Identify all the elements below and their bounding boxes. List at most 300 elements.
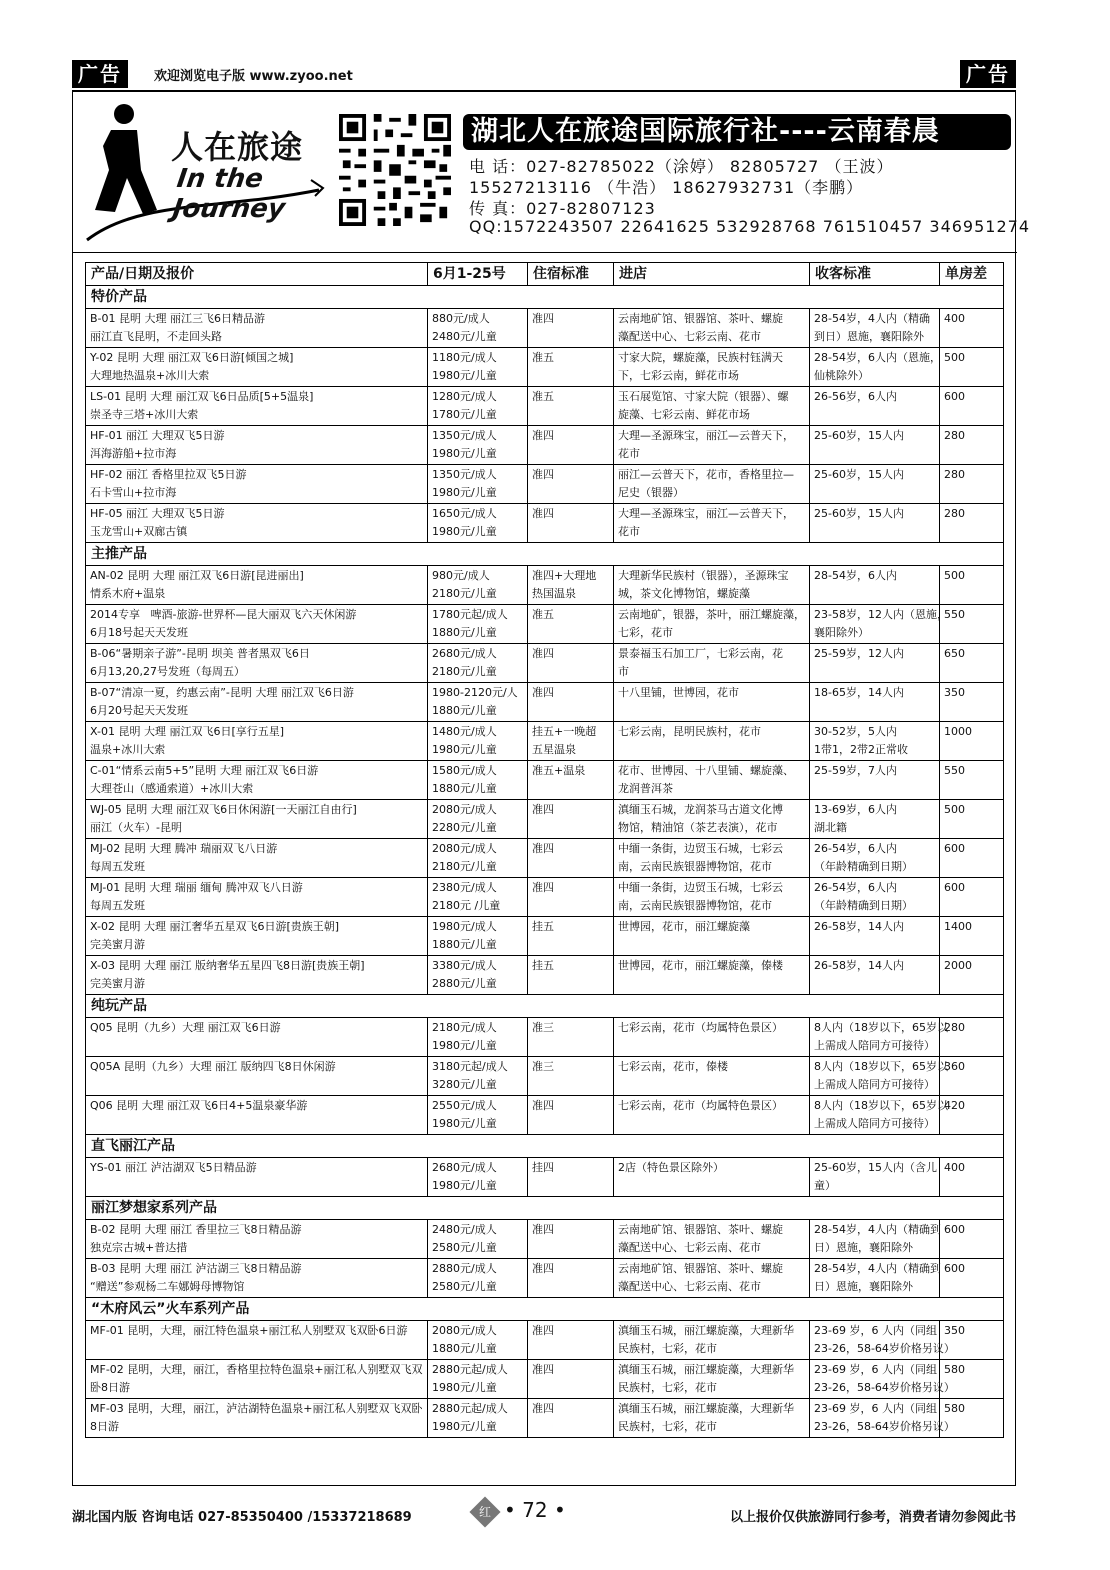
cell-line: 民族村，七彩，花市 [618, 1420, 717, 1433]
cell-line: 日）恩施，襄阳除外 [814, 1280, 913, 1293]
cell-line: 云南地矿馆、银器馆、茶叶、螺旋 [618, 1262, 783, 1275]
cell-line: 大理—圣源珠宝，丽江—云普天下， [618, 429, 794, 442]
phone-line-1: 电 话：027-82785022（涂婷） 82805727 （王波） [469, 157, 894, 176]
product-cell [86, 566, 428, 605]
single-room-cell: 550 [940, 605, 1004, 644]
shops-cell [614, 839, 810, 878]
hotel-cell [528, 683, 614, 722]
hotel-cell [528, 309, 614, 348]
table-row [86, 722, 1004, 761]
cell-line: 3180元起/成人 [432, 1060, 508, 1073]
cell-line: B-01 昆明 大理 丽江三飞6日精品游 [90, 312, 266, 325]
cell-line: 2080元/成人 [432, 1324, 497, 1337]
cell-line: 23-69 岁，6 人内（同组 [814, 1324, 937, 1337]
cell-line: 襄阳除外） [814, 626, 869, 639]
cell-line: 物馆，精油馆（茶艺表演），花市 [618, 821, 778, 834]
shops-cell [614, 1259, 810, 1298]
price-cell [428, 465, 528, 504]
hotel-cell [528, 348, 614, 387]
welcome-text[interactable]: 欢迎浏览电子版 www.zyoo.net [154, 69, 353, 84]
cell-line: 1880元/儿童 [432, 626, 497, 639]
single-room-cell: 280 [940, 1018, 1004, 1057]
hotel-cell [528, 566, 614, 605]
guest-cell [810, 722, 940, 761]
single-room-cell: 350 [940, 1321, 1004, 1360]
cell-line: 准五+温泉 [532, 764, 586, 777]
cell-line: 崇圣寺三塔+冰川大索 [90, 408, 199, 421]
cell-line: 准四 [532, 686, 554, 699]
cell-line: 26-58岁，14人内 [814, 920, 904, 933]
table-row [86, 426, 1004, 465]
cell-line: 准四 [532, 468, 554, 481]
cell-line: 28-54岁，6人内（恩施， [814, 351, 941, 364]
shops-cell [614, 605, 810, 644]
cell-line: 南，云南民族银器博物馆，花市 [618, 899, 772, 912]
cell-line: 1880元/儿童 [432, 704, 497, 717]
table-row [86, 800, 1004, 839]
top-bar [72, 60, 1016, 92]
cell-line: 七彩云南，花市（均属特色景区） [618, 1099, 783, 1112]
product-cell [86, 309, 428, 348]
cell-line: 尼史（银器） [618, 486, 684, 499]
ad-frame [72, 92, 1031, 1486]
cell-line: 28-54岁，6人内 [814, 569, 897, 582]
price-cell [428, 1057, 528, 1096]
single-room-cell: 600 [940, 839, 1004, 878]
product-cell [86, 1360, 428, 1399]
ad-tag-left: 广告 [72, 60, 128, 88]
price-table [85, 262, 1004, 1438]
table-row [86, 917, 1004, 956]
shops-cell [614, 1360, 810, 1399]
price-cell [428, 387, 528, 426]
cell-line: 城，茶文化博物馆，螺旋藻 [618, 587, 750, 600]
cell-line: Q06 昆明 大理 丽江双飞6日4+5温泉豪华游 [90, 1099, 308, 1112]
product-cell [86, 878, 428, 917]
cell-line: 十八里铺，世博园，花市 [618, 686, 739, 699]
guest-cell [810, 917, 940, 956]
cell-line: 2680元/成人 [432, 1161, 497, 1174]
hotel-cell [528, 1018, 614, 1057]
product-cell [86, 956, 428, 995]
cell-line: 2014专享 啤酒-旅游-世界杯—昆大丽双飞六天休闲游 [90, 608, 357, 621]
cell-line: 26-54岁，6人内 [814, 842, 897, 855]
cell-line: 准四 [532, 1223, 554, 1236]
cell-line: 2580元/儿童 [432, 1241, 497, 1254]
cell-line: 热国温泉 [532, 587, 576, 600]
single-room-cell: 580 [940, 1360, 1004, 1399]
cell-line: 1980元/儿童 [432, 1420, 497, 1433]
cell-line: 五星温泉 [532, 743, 576, 756]
product-cell [86, 1321, 428, 1360]
cell-line: 准四 [532, 1363, 554, 1376]
cell-line: 大理—圣源珠宝，丽江—云普天下， [618, 507, 794, 520]
cell-line: 23-26，58-64岁价格另议） [814, 1381, 955, 1394]
cell-line: 上需成人陪同方可接待） [814, 1039, 935, 1052]
footer-disclaimer: 以上报价仅供旅游同行参考，消费者请勿参阅此书 [729, 1510, 1016, 1525]
cell-line: 挂五+一晚超 [532, 725, 597, 738]
cell-line: 980元/成人 [432, 569, 490, 582]
ad-header [73, 92, 1031, 253]
single-room-cell: 600 [940, 1220, 1004, 1259]
single-room-cell: 360 [940, 1057, 1004, 1096]
cell-line: 18-65岁，14人内 [814, 686, 904, 699]
cell-line: B-02 昆明 大理 丽江 香里拉三飞8日精品游 [90, 1223, 302, 1236]
shops-cell [614, 566, 810, 605]
cell-line: 藻配送中心、七彩云南、花市 [618, 1241, 761, 1254]
single-room-cell: 580 [940, 1399, 1004, 1438]
cell-line: 1580元/成人 [432, 764, 497, 777]
cell-line: 准四 [532, 429, 554, 442]
price-cell [428, 722, 528, 761]
cell-line: 880元/成人 [432, 312, 490, 325]
shops-cell [614, 683, 810, 722]
table-row [86, 1360, 1004, 1399]
hotel-cell [528, 1321, 614, 1360]
cell-line: （年龄精确到日期） [814, 899, 913, 912]
table-row [86, 644, 1004, 683]
cell-line: 旋藻、七彩云南、鲜花市场 [618, 408, 750, 421]
cell-line: 到日）恩施，襄阳除外 [814, 330, 924, 343]
cell-line: 2880元起/成人 [432, 1402, 508, 1415]
shops-cell [614, 465, 810, 504]
cell-line: 1650元/成人 [432, 507, 497, 520]
cell-line: 1980-2120元/人 [432, 686, 518, 699]
cell-line: 温泉+冰川大索 [90, 743, 166, 756]
hotel-cell [528, 761, 614, 800]
cell-line: 大理地热温泉+冰川大索 [90, 369, 210, 382]
price-table-wrap [85, 262, 1003, 1438]
cell-line: 丽江—云普天下，花市，香格里拉— [618, 468, 794, 481]
cell-line: 2580元/儿童 [432, 1280, 497, 1293]
hotel-cell [528, 1158, 614, 1197]
product-cell [86, 1399, 428, 1438]
cell-line: Y-02 昆明 大理 丽江双飞6日游[倾国之城] [90, 351, 294, 364]
product-cell [86, 1096, 428, 1135]
table-row [86, 956, 1004, 995]
cell-line: 1980元/儿童 [432, 486, 497, 499]
cell-line: 花市 [618, 525, 640, 538]
guest-cell [810, 1158, 940, 1197]
cell-line: 准四 [532, 1402, 554, 1415]
single-room-cell: 550 [940, 761, 1004, 800]
cell-line: 准四 [532, 881, 554, 894]
cell-line: 下，七彩云南，鲜花市场 [618, 369, 739, 382]
cell-line: 1350元/成人 [432, 468, 497, 481]
single-room-cell: 500 [940, 348, 1004, 387]
product-cell [86, 1259, 428, 1298]
table-row [86, 465, 1004, 504]
shops-cell [614, 761, 810, 800]
table-row [86, 1321, 1004, 1360]
hotel-cell [528, 1399, 614, 1438]
cell-line: “赠送”参观杨二车娜姆母博物馆 [90, 1280, 245, 1293]
cell-line: 26-58岁，14人内 [814, 959, 904, 972]
edition-badge-text: 红 [478, 1504, 492, 1519]
single-room-cell: 2000 [940, 956, 1004, 995]
cell-line: 准四 [532, 803, 554, 816]
cell-line: 28-54岁，4人内（精确到 [814, 1262, 941, 1275]
price-cell [428, 1096, 528, 1135]
cell-line: 寸家大院，螺旋藻，民族村钰满天 [618, 351, 783, 364]
hotel-cell [528, 465, 614, 504]
cell-line: 藻配送中心、七彩云南、花市 [618, 330, 761, 343]
hotel-cell [528, 605, 614, 644]
shops-cell [614, 1158, 810, 1197]
table-row [86, 878, 1004, 917]
price-cell [428, 878, 528, 917]
cell-line: 准五 [532, 390, 554, 403]
guest-cell [810, 566, 940, 605]
col-header: 收客标准 [810, 263, 940, 286]
price-cell [428, 1259, 528, 1298]
product-cell [86, 1220, 428, 1259]
cell-line: 世博园，花市，丽江螺旋藻 [618, 920, 750, 933]
cell-line: 28-54岁，4人内（精确 [814, 312, 930, 325]
cell-line: 丽江（火车）-昆明 [90, 821, 182, 834]
cell-line: 25-59岁，12人内 [814, 647, 904, 660]
single-room-cell: 1400 [940, 917, 1004, 956]
cell-line: 2480元/儿童 [432, 330, 497, 343]
cell-line: 民族村，七彩，花市 [618, 1342, 717, 1355]
cell-line: 1280元/成人 [432, 390, 497, 403]
cell-line: 世博园，花市，丽江螺旋藻，傣楼 [618, 959, 783, 972]
price-cell [428, 309, 528, 348]
cell-line: 23-58岁，12人内（恩施， [814, 608, 948, 621]
cell-line: 1880元/儿童 [432, 938, 497, 951]
price-cell [428, 839, 528, 878]
product-cell [86, 800, 428, 839]
single-room-cell: 650 [940, 644, 1004, 683]
col-header: 6月1-25号 [428, 263, 528, 286]
cell-line: 8人内（18岁以下，65岁以 [814, 1060, 948, 1073]
section-row [86, 1298, 1004, 1321]
cell-line: 26-54岁，6人内 [814, 881, 897, 894]
shops-cell [614, 387, 810, 426]
section-row [86, 995, 1004, 1018]
table-row [86, 683, 1004, 722]
cell-line: 23-69 岁，6 人内（同组 [814, 1363, 937, 1376]
cell-line: 大理苍山（感通索道）+冰川大索 [90, 782, 254, 795]
shops-cell [614, 426, 810, 465]
section-row [86, 543, 1004, 566]
cell-line: 龙润普洱茶 [618, 782, 673, 795]
product-cell [86, 426, 428, 465]
cell-line: 七彩云南，昆明民族村，花市 [618, 725, 761, 738]
cell-line: 1180元/成人 [432, 351, 497, 364]
shops-cell [614, 878, 810, 917]
guest-cell [810, 956, 940, 995]
section-title: 直飞丽江产品 [86, 1135, 1004, 1158]
cell-line: 准四 [532, 1324, 554, 1337]
hotel-cell [528, 878, 614, 917]
fax-line: 传 真：027-82807123 [469, 199, 656, 218]
cell-line: 2380元/成人 [432, 881, 497, 894]
single-room-cell: 420 [940, 1096, 1004, 1135]
cell-line: 准五 [532, 351, 554, 364]
cell-line: YS-01 丽江 泸沽湖双飞5日精品游 [90, 1161, 257, 1174]
product-cell [86, 465, 428, 504]
cell-line: 3280元/儿童 [432, 1078, 497, 1091]
product-cell [86, 605, 428, 644]
guest-cell [810, 644, 940, 683]
cell-line: 1880元/儿童 [432, 1342, 497, 1355]
shops-cell [614, 348, 810, 387]
section-title: 丽江梦想家系列产品 [86, 1197, 1004, 1220]
table-row [86, 1158, 1004, 1197]
hotel-cell [528, 504, 614, 543]
product-cell [86, 387, 428, 426]
phone-line-2: 15527213116 （牛浩） 18627932731（李鹏） [469, 178, 864, 197]
cell-line: 1980元/儿童 [432, 1179, 497, 1192]
single-room-cell: 600 [940, 1259, 1004, 1298]
price-cell [428, 348, 528, 387]
price-cell [428, 1158, 528, 1197]
page-number: • 72 • [504, 1498, 566, 1522]
hotel-cell [528, 1259, 614, 1298]
cell-line: 滇缅玉石城，丽江螺旋藻，大理新华 [618, 1324, 794, 1337]
cell-line: 1980元/儿童 [432, 1039, 497, 1052]
hotel-cell [528, 1220, 614, 1259]
cell-line: 2180元 /儿童 [432, 899, 501, 912]
cell-line: 2880元/成人 [432, 1262, 497, 1275]
guest-cell [810, 1057, 948, 1096]
hotel-cell [528, 917, 614, 956]
cell-line: 13-69岁，6人内 [814, 803, 897, 816]
cell-line: 滇缅玉石城，龙润茶马古道文化博 [618, 803, 783, 816]
cell-line: C-01“情系云南5+5”昆明 大理 丽江双飞6日游 [90, 764, 319, 777]
col-header: 进店 [614, 263, 810, 286]
cell-line: 每周五发班 [90, 860, 145, 873]
hotel-cell [528, 644, 614, 683]
cell-line: X-02 昆明 大理 丽江奢华五星双飞6日游[贵族王朝] [90, 920, 340, 933]
cell-line: 25-60岁，15人内 [814, 468, 904, 481]
cell-line: 25-60岁，15人内（含儿 [814, 1161, 937, 1174]
product-cell [86, 644, 428, 683]
cell-line: 藻配送中心、七彩云南、花市 [618, 1280, 761, 1293]
table-body [86, 286, 1004, 1438]
hotel-cell [528, 426, 614, 465]
cell-line: 6月20号起天天发班 [90, 704, 188, 717]
product-cell [86, 722, 428, 761]
cell-line: HF-01 丽江 大理双飞5日游 [90, 429, 225, 442]
hotel-cell [528, 1360, 614, 1399]
cell-line: 2店（特色景区除外） [618, 1161, 724, 1174]
price-cell [428, 1399, 528, 1438]
cell-line: 独克宗古城+普达措 [90, 1241, 188, 1254]
section-row [86, 1135, 1004, 1158]
section-title: 纯玩产品 [86, 995, 1004, 1018]
product-cell [86, 348, 428, 387]
cell-line: 1980元/儿童 [432, 525, 497, 538]
price-cell [428, 683, 528, 722]
price-cell [428, 566, 528, 605]
cell-line: B-06“暑期亲子游”-昆明 坝美 普者黑双飞6日 [90, 647, 310, 660]
cell-line: 8人内（18岁以下，65岁以 [814, 1099, 948, 1112]
shops-cell [614, 956, 810, 995]
shops-cell [614, 1057, 810, 1096]
table-row [86, 504, 1004, 543]
price-cell [428, 644, 528, 683]
cell-line: 准四 [532, 647, 554, 660]
qr-code-icon [339, 114, 451, 226]
cell-line: 景泰福玉石加工厂，七彩云南，花 [618, 647, 783, 660]
guest-cell [810, 1096, 948, 1135]
page-number-area [474, 1498, 566, 1523]
table-row [86, 1399, 1004, 1438]
single-room-cell: 500 [940, 800, 1004, 839]
cell-line: 完美蜜月游 [90, 938, 145, 951]
cell-line: 童） [814, 1179, 836, 1192]
single-room-cell: 500 [940, 566, 1004, 605]
cell-line: 1480元/成人 [432, 725, 497, 738]
guest-cell [810, 309, 940, 348]
cell-line: B-03 昆明 大理 丽江 泸沽湖三飞8日精品游 [90, 1262, 302, 1275]
edition-badge-icon [469, 1496, 500, 1527]
table-row [86, 761, 1004, 800]
shops-cell [614, 1321, 810, 1360]
cell-line: 8日游 [90, 1420, 119, 1433]
cell-line: 25-60岁，15人内 [814, 429, 904, 442]
hotel-cell [528, 956, 614, 995]
cell-line: 花市 [618, 447, 640, 460]
cell-line: 石卡雪山+拉市海 [90, 486, 177, 499]
shops-cell [614, 800, 810, 839]
cell-line: 1780元/儿童 [432, 408, 497, 421]
cell-line: 仙桃除外） [814, 369, 869, 382]
cell-line: 准四 [532, 312, 554, 325]
ad-tag-right: 广告 [960, 60, 1016, 88]
cell-line: MJ-01 昆明 大理 瑞丽 缅甸 腾冲双飞八日游 [90, 881, 303, 894]
guest-cell [810, 387, 940, 426]
cell-line: 准三 [532, 1021, 554, 1034]
cell-line: 6月13,20,27号发班（每周五） [90, 665, 245, 678]
cell-line: 大理新华民族村（银器），圣源珠宝 [618, 569, 789, 582]
guest-cell [810, 605, 948, 644]
cell-line: 上需成人陪同方可接待） [814, 1117, 935, 1130]
table-row [86, 1057, 1004, 1096]
cell-line: 25-59岁，7人内 [814, 764, 897, 777]
cell-line: 3380元/成人 [432, 959, 497, 972]
cell-line: MF-03 昆明，大理，丽江，泸沽湖特色温泉+丽江私人别墅双飞双卧 [90, 1402, 423, 1415]
cell-line: 25-60岁，15人内 [814, 507, 904, 520]
cell-line: 28-54岁，4人内（精确到 [814, 1223, 941, 1236]
hotel-cell [528, 1057, 614, 1096]
shops-cell [614, 1220, 810, 1259]
product-cell [86, 1057, 428, 1096]
cell-line: 23-69 岁，6 人内（同组 [814, 1402, 937, 1415]
price-cell [428, 917, 528, 956]
shops-cell [614, 1018, 810, 1057]
cell-line: 卧8日游 [90, 1381, 130, 1394]
cell-line: 26-56岁，6人内 [814, 390, 897, 403]
price-cell [428, 605, 528, 644]
price-cell [428, 1018, 528, 1057]
guest-cell [810, 683, 940, 722]
guest-cell [810, 878, 940, 917]
section-row [86, 286, 1004, 309]
product-cell [86, 917, 428, 956]
cell-line: （年龄精确到日期） [814, 860, 913, 873]
cell-line: 1980元/儿童 [432, 369, 497, 382]
single-room-cell: 600 [940, 387, 1004, 426]
cell-line: 准四 [532, 842, 554, 855]
cell-line: 2880元起/成人 [432, 1363, 508, 1376]
cell-line: AN-02 昆明 大理 丽江双飞6日游[昆进丽出] [90, 569, 304, 582]
cell-line: Q05A 昆明（九乡）大理 丽江 版纳四飞8日休闲游 [90, 1060, 336, 1073]
cell-line: X-03 昆明 大理 丽江 版纳奢华五星四飞8日游[贵族王朝] [90, 959, 365, 972]
cell-line: 洱海游船+拉市海 [90, 447, 177, 460]
